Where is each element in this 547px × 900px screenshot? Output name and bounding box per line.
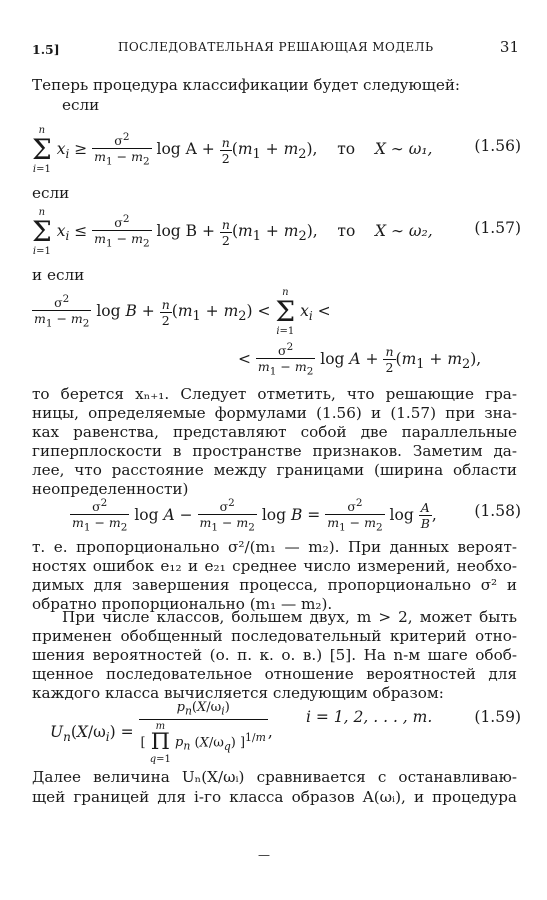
running-header — [32, 38, 519, 60]
equation-1-57: n Σ i=1 $x_i$ ≤ $\frac{\sigma^2}{m_1 - m_2}$ log B + $\frac{n}{2}$ $(m_1 + m_2)$, то X ∼ ω₂, — [32, 207, 433, 257]
paragraph-line: щей границей для i-го класса образов A(ωᵢ), и процедура — [32, 788, 517, 806]
sum-operator: n Σ i=1 — [32, 207, 52, 257]
class-conclusion: X ∼ ω₁, — [374, 140, 433, 158]
paragraph-line: ностях ошибок e₁₂ и e₂₁ среднее число измерений, необхо- — [32, 557, 517, 575]
condition-if-2: если — [32, 184, 70, 202]
page-number: 31 — [499, 38, 519, 56]
paragraph-line: т. е. пропорционально σ²/(m₁ — m₂). При данных вероят- — [32, 538, 517, 556]
section-number: 1.5] — [32, 42, 60, 57]
sigma-fraction: $\frac{\sigma^2}{m_1 - m_2}$ — [94, 213, 150, 250]
paragraph-line: лее, что расстояние между границами (ширина области — [32, 461, 517, 479]
paragraph-line: Далее величина Uₙ(X/ωᵢ) сравнивается с останавливаю- — [32, 768, 517, 786]
condition-if-1: если — [62, 96, 100, 114]
paragraph-line: гиперплоскости в пространстве признаков. Заметим да- — [32, 442, 517, 460]
log-term: log A — [156, 140, 197, 158]
equation-label: (1.57) — [474, 219, 521, 237]
condition-and-if: и если — [32, 266, 85, 284]
paragraph-line: обратно пропорционально (m₁ — m₂). — [32, 595, 333, 613]
equation-1-56: n Σ i=1 $x_i$ ≥ $\frac{\sigma^2}{m_1 - m_2}$ log A + $\frac{n}{2}$ $(m_1 + m_2)$, то X ∼ ω₁, — [32, 125, 433, 175]
running-title: ПОСЛЕДОВАТЕЛЬНАЯ РЕШАЮЩАЯ МОДЕЛЬ — [118, 40, 434, 54]
log-term: log B — [156, 222, 198, 240]
class-conclusion: X ∼ ω₂, — [375, 222, 433, 240]
sum-operator: n Σ i=1 — [32, 125, 52, 175]
equation-1-58: $\frac{\sigma^2}{m_1 - m_2}$ log A − $\frac{\sigma^2}{m_1 - m_2}$ log B = $\frac{\sigma^2}{m_1 - m_2}$ log $\frac{A}{B}$ , — [72, 497, 437, 534]
paragraph-line: ницы, определяемые формулами (1.56) и (1.57) при зна- — [32, 404, 517, 422]
paragraph-line: При числе классов, большем двух, m > 2, может быть — [62, 608, 517, 626]
paragraph-line: применен обобщенный последовательный критерий отно- — [32, 627, 517, 645]
index-range: i = 1, 2, . . . , m. — [306, 708, 433, 726]
inequality-line-2: < $\frac{\sigma^2}{m_1 - m_2}$ log A + $\frac{n}{2}$ $(m_1 + m_2)$, — [238, 341, 482, 378]
sigma-fraction: $\frac{\sigma^2}{m_1 - m_2}$ — [94, 131, 150, 168]
equation-1-59: $U_n(X/\omega_i)$ = $p_n(X/\omega_i)$ [ m Π q=1 $p_n$ $(X/\omega_q)$ ]$^{1/m}$ , — [50, 700, 273, 765]
equation-label: (1.59) — [474, 708, 521, 726]
intro-line: Теперь процедура классификации будет следующей: — [32, 76, 461, 94]
then-word: то — [337, 140, 356, 158]
inequality-line-1: $\frac{\sigma^2}{m_1 - m_2}$ log B + $\frac{n}{2}$ $(m_1 + m_2)$ < n Σ i=1 $x_i$ < — [34, 287, 331, 337]
equation-label: (1.56) — [474, 137, 521, 155]
equation-label: (1.58) — [474, 502, 521, 520]
paragraph-line: неопределенности) — [32, 480, 189, 498]
paragraph-line: димых для завершения процесса, пропорционально σ² и — [32, 576, 517, 594]
paragraph-line: ках равенства, представляют собой две параллельные — [32, 423, 517, 441]
paragraph-line: шения вероятностей (о. п. к. о. в.) [5]. На n-м шаге обоб- — [32, 646, 517, 664]
paragraph-line: то берется xₙ₊₁. Следует отметить, что решающие гра- — [32, 385, 517, 403]
paragraph-line: щенное последовательное отношение вероятностей для — [32, 665, 517, 683]
footer-mark: — — [258, 848, 270, 862]
then-word: то — [337, 222, 356, 240]
paragraph-line: каждого класса вычисляется следующим образом: — [32, 684, 444, 702]
